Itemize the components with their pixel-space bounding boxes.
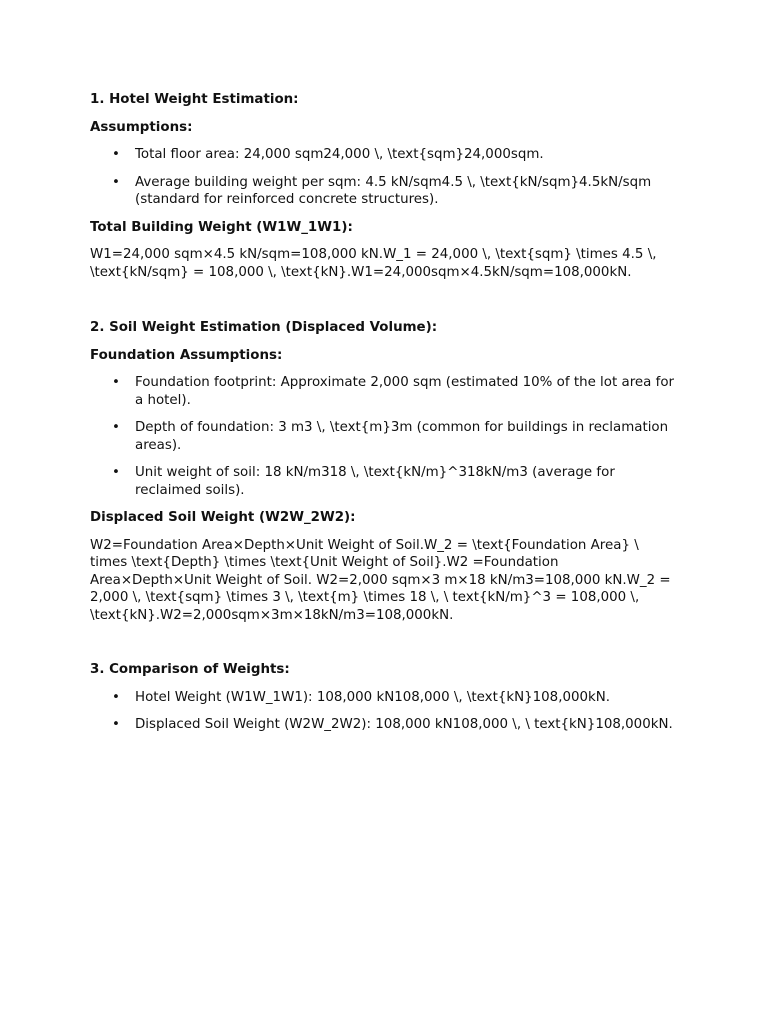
list-item [90,716,678,734]
list-item [90,419,678,454]
section-2-bullet-list [90,374,678,499]
section-1-assumptions-heading: Assumptions: [90,119,193,135]
document-page [90,91,678,744]
bullet-icon: • [112,717,120,732]
bullet-icon: • [112,465,120,480]
section-divider [90,291,678,319]
section-1-bullet-list [90,146,678,209]
total-building-weight-heading: Total Building Weight (W1W_1W1): [90,219,353,235]
section-3-title: 3. Comparison of Weights: [90,662,290,677]
list-item-text: Displaced Soil Weight (W2W_2W2): 108,000 kN108,000 \, \ text{kN}108,000kN. [135,717,673,732]
displaced-soil-weight-heading: Displaced Soil Weight (W2W_2W2): [90,510,356,525]
bullet-icon: • [112,375,120,390]
bullet-icon: • [112,147,120,162]
list-item [90,174,678,209]
list-item-text: Average building weight per sqm: 4.5 kN/sqm4.5 \, \text{kN/sqm}4.5kN/sqm (standard for reinforced concrete structures). [135,174,652,207]
list-item-text: Unit weight of soil: 18 kN/m318 \, \text{kN/m}^318kN/m3 (average for reclaimed soils). [135,465,615,498]
list-item-text: Depth of foundation: 3 m3 \, \text{m}3m (common for buildings in reclamation areas). [135,420,669,453]
bullet-icon: • [112,174,120,190]
list-item-text: Foundation footprint: Approximate 2,000 sqm (estimated 10% of the lot area for a hotel). [135,375,675,408]
bullet-icon: • [112,420,120,435]
section-2-assumptions-heading: Foundation Assumptions: [90,347,283,363]
list-item-text: Hotel Weight (W1W_1W1): 108,000 kN108,000 \, \text{kN}108,000kN. [135,689,611,705]
displaced-soil-weight-formula: W2=Foundation Area×Depth×Unit Weight of Soil.W_2 = \text{Foundation Area} \ times \text{Depth} \times \text{Unit Weight of Soil}.W2 =Foundation Area×Depth×Unit Weight of Soil. W2=2,000 sqm×3 m×18 kN/m3=108,000 kN.W_2 = 2,000 \, \text{sqm} \times 3 \, \text{m} \times 18 \, \ text{kN/m}^3 = 108,000 \, \text{kN}.W2=2,000sqm×3m×18kN/m3=108,000kN. [90,537,671,623]
list-item-text: Total floor area: 24,000 sqm24,000 \, \text{sqm}24,000sqm. [135,147,544,162]
section-1-title: 1. Hotel Weight Estimation: [90,92,299,107]
section-3-bullet-list [90,689,678,734]
section-divider [90,634,678,661]
list-item [90,146,678,164]
total-building-weight-formula: W1=24,000 sqm×4.5 kN/sqm=108,000 kN.W_1 = 24,000 \, \text{sqm} \times 4.5 \, \text{kN/sqm} = 108,000 \, \text{kN}.W1=24,000sqm×4.5kN/sqm=108,000kN. [90,247,657,280]
list-item [90,464,678,499]
bullet-icon: • [112,689,120,705]
list-item [90,689,678,707]
list-item [90,374,678,409]
section-2-title: 2. Soil Weight Estimation (Displaced Volume): [90,320,438,335]
